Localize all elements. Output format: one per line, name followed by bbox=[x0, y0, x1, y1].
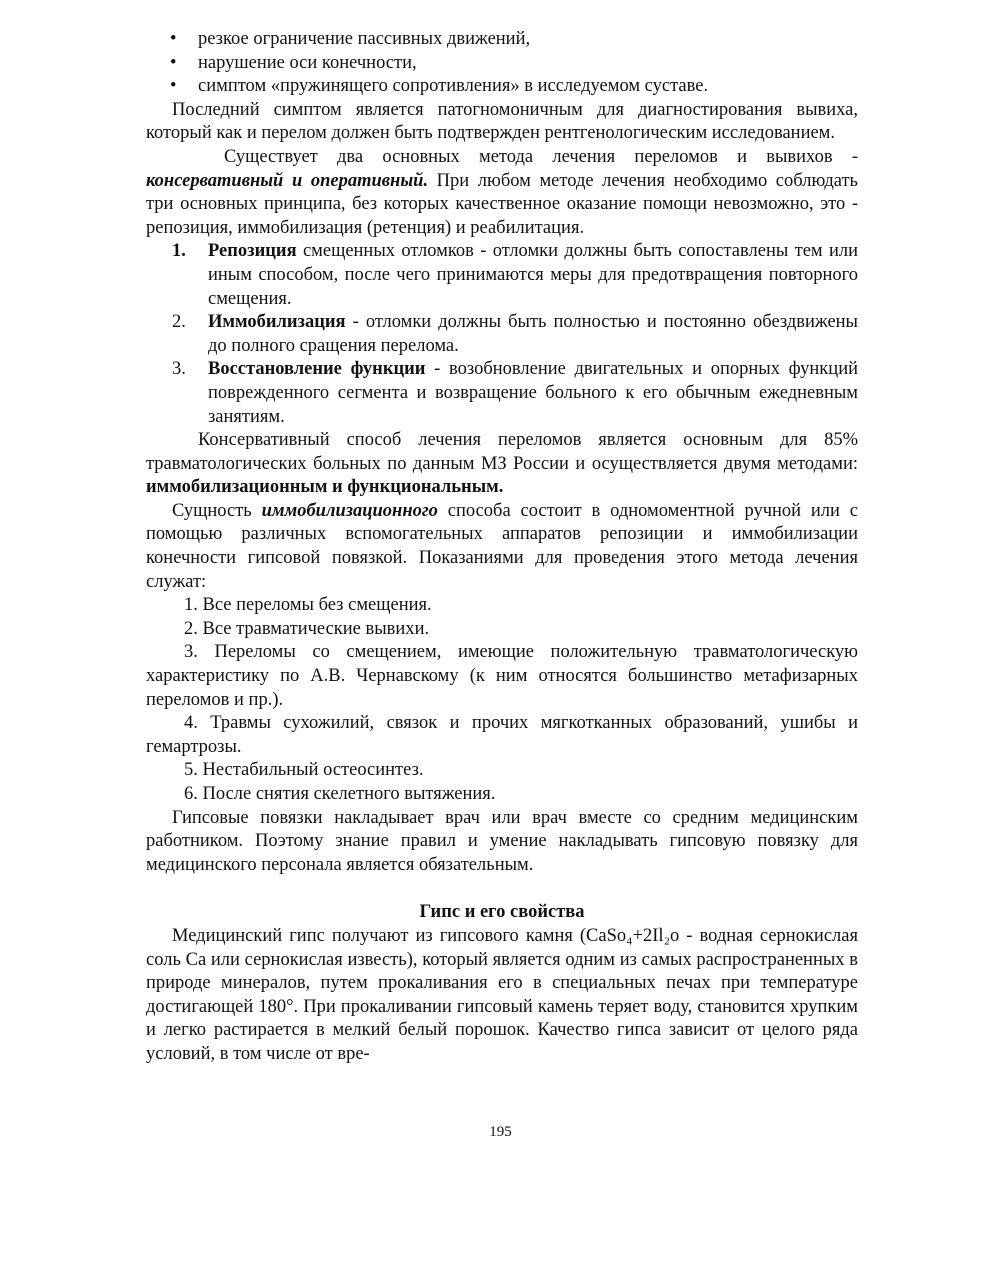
text-run: Консервативный способ лечения переломов является основным для 85% травматологических больных по данным МЗ России и осуществляется двумя методами: bbox=[146, 430, 858, 474]
principle-item bbox=[146, 358, 858, 429]
emphasis-run: консервативный и оперативный. bbox=[146, 170, 429, 191]
bullet-item bbox=[146, 75, 858, 99]
bold-run: иммобилизационным и функциональным. bbox=[146, 477, 504, 498]
bullet-text: симптом «пружинящего сопротивления» в исследуемом суставе. bbox=[198, 76, 709, 97]
principle-item bbox=[146, 311, 858, 358]
bullet-dot: • bbox=[170, 52, 177, 73]
principle-term: Репозиция bbox=[208, 241, 297, 262]
emphasis-run: иммобилизационного bbox=[261, 500, 438, 521]
item-number: 1. bbox=[172, 241, 186, 262]
principle-text: - отломки должны быть полностью и постоянно обездвижены до полного сращения перелома. bbox=[208, 312, 858, 356]
principle-text: - возобновление двигательных и опорных функций поврежденного сегмента и возвращение больного к его обычным ежедневным занятиям. bbox=[208, 359, 858, 427]
indication-item: 3. Переломы со смещением, имеющие положительную травматологическую характеристику по А.В. Чернавскому (к ним относятся большинство метафизарных переломов и пр.). bbox=[146, 642, 858, 710]
indication-item: 4. Травмы сухожилий, связок и прочих мягкотканных образований, ушибы и гемартрозы. bbox=[146, 713, 858, 757]
paragraph-diagnosis: Последний симптом является патогномоничным для диагностирования вывиха, который как и перелом должен быть подтвержден рентгенологическим исследованием. bbox=[146, 99, 858, 144]
bullet-item bbox=[146, 28, 858, 52]
principle-term: Иммобилизация bbox=[208, 312, 346, 333]
item-number: 2. bbox=[172, 312, 186, 333]
principle-term: Восстановление функции bbox=[208, 359, 426, 380]
indication-item: 5. Нестабильный остеосинтез. bbox=[184, 760, 424, 781]
paragraph-conservative bbox=[146, 429, 858, 500]
bullet-dot: • bbox=[170, 76, 177, 97]
paragraph-gypsum: Медицинский гипс получают из гипсового камня (CaSo₄+2Il₂o - водная сернокислая соль Са или сернокислая известь), который является одним из самых распространенных в природе минералов, путем прокаливания его в специальных печах при температуре достигающей 180°. При прокаливании гипсовый камень теряет воду, становится хрупким и легко растирается в мелкий белый порошок. Качество гипса зависит от целого ряда условий, в том числе от вре- bbox=[146, 925, 858, 1064]
item-number: 3. bbox=[172, 359, 186, 380]
section-heading: Гипс и его свойства bbox=[419, 902, 585, 923]
document-page bbox=[146, 28, 858, 1067]
bullet-item bbox=[146, 52, 858, 76]
paragraph-immobilization bbox=[146, 500, 858, 594]
text-run: способа состоит в одномоментной ручной или с помощью различных вспомогательных аппаратов репозиции и иммобилизации конечности гипсовой повязкой. Показаниями для проведения этого метода лечения служат: bbox=[146, 500, 858, 592]
text-run: Существует два основных метода лечения переломов и вывихов - bbox=[224, 146, 858, 167]
text-run: Сущность bbox=[172, 500, 262, 521]
text-run: При любом методе лечения необходимо соблюдать три основных принципа, без которых качественное оказание помощи невозможно, это - репозиция, иммобилизация (ретенция) и реабилитация. bbox=[146, 170, 858, 238]
principle-text: смещенных отломков - отломки должны быть сопоставлены тем или иным способом, после чего принимаются меры для предотвращения повторного смещения. bbox=[208, 241, 858, 309]
indication-item: 2. Все травматические вывихи. bbox=[184, 618, 430, 639]
indication-item: 6. После снятия скелетного вытяжения. bbox=[184, 784, 496, 804]
paragraph-methods bbox=[146, 146, 858, 240]
indication-item: 1. Все переломы без смещения. bbox=[184, 595, 432, 616]
page-number: 195 bbox=[489, 1124, 512, 1140]
bullet-text: нарушение оси конечности, bbox=[198, 52, 417, 73]
bullet-text: резкое ограничение пассивных движений, bbox=[198, 29, 531, 49]
bullet-dot: • bbox=[170, 29, 177, 49]
paragraph-plaster-casts: Гипсовые повязки накладывает врач или врач вместе со средним медицинским работником. Поэтому знание правил и умение накладывать гипсовую повязку для медицинского персонала является обязательным. bbox=[146, 807, 858, 875]
principle-item bbox=[146, 240, 858, 311]
